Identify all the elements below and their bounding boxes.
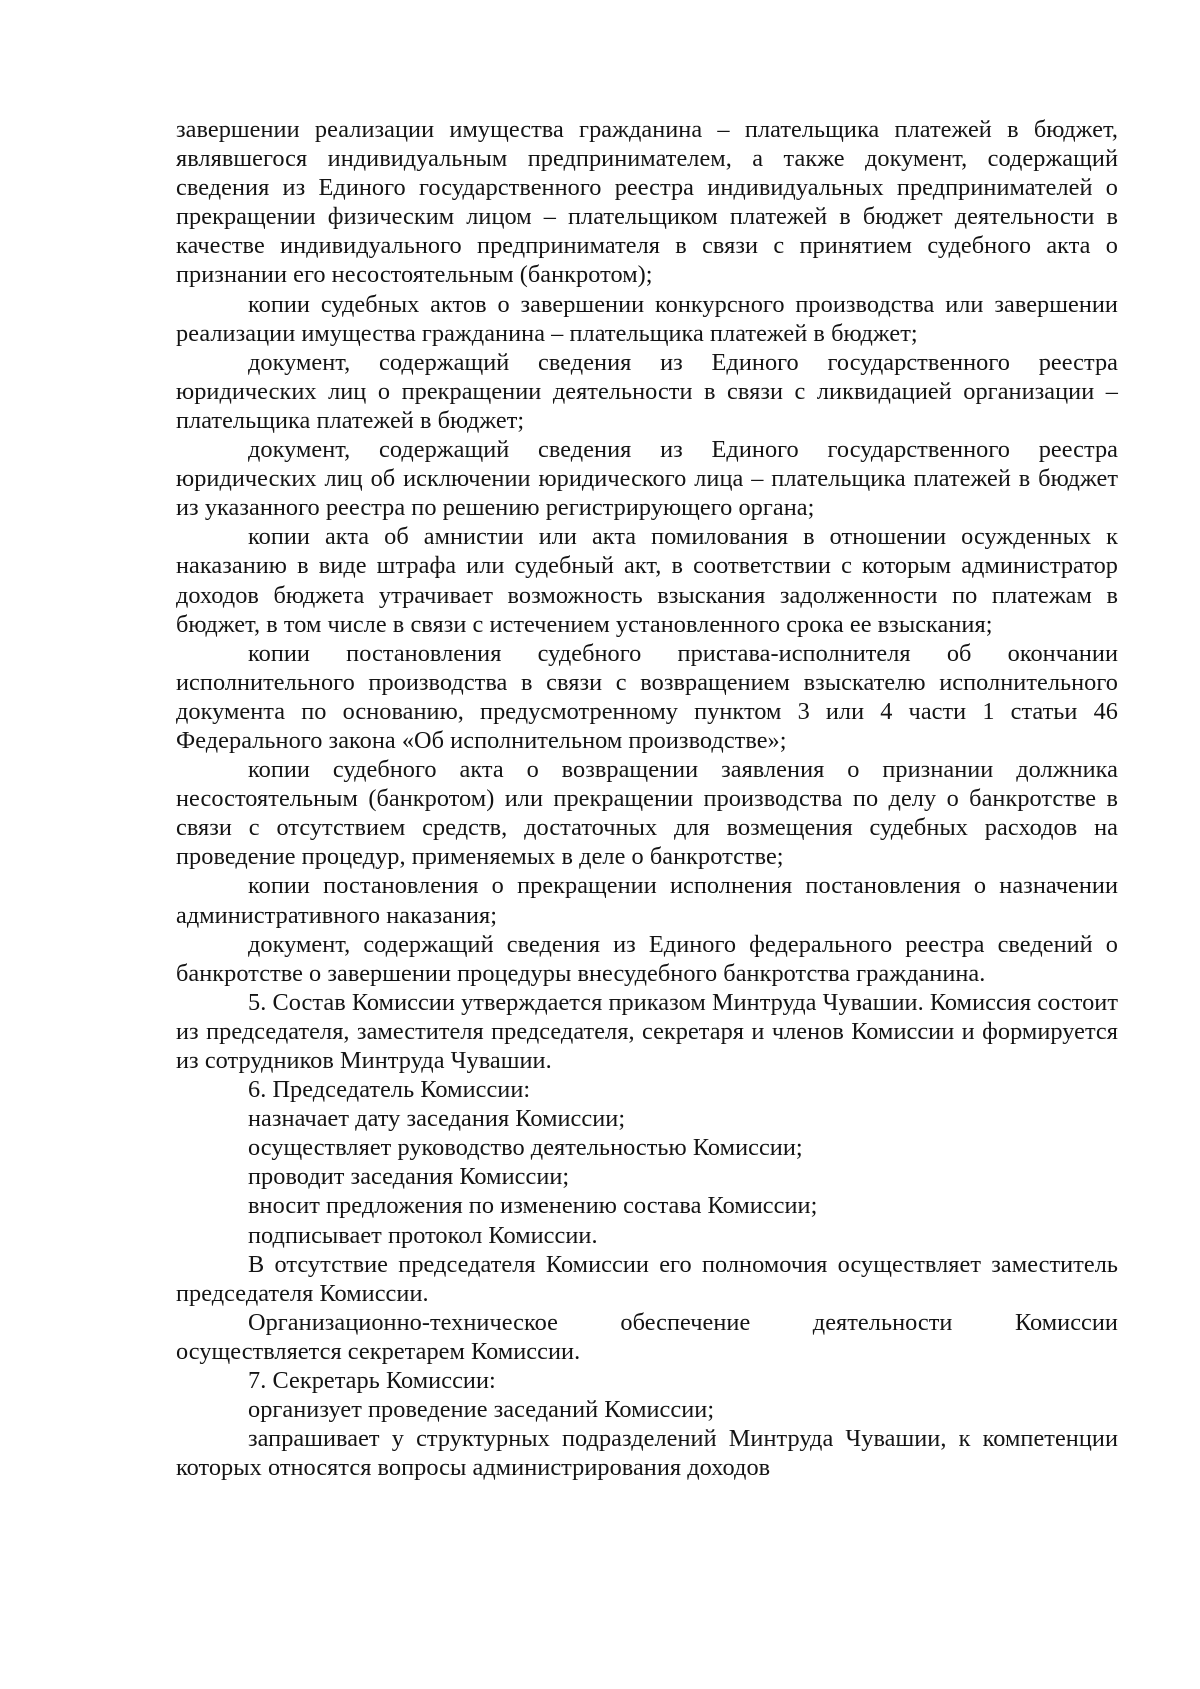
list-item-chair-duty: вносит предложения по изменению состава Комиссии; xyxy=(248,1192,818,1220)
list-item-secretary-duty: запрашивает у структурных подразделений Минтруда Чувашии, к компетенции которых относятся вопросы администрирования доходов xyxy=(176,1425,1118,1482)
list-item-chair-duty: назначает дату заседания Комиссии; xyxy=(248,1105,626,1133)
document-body xyxy=(176,115,1118,1482)
paragraph-bankruptcy-court-act: копии судебного акта о возвращении заявления о признании должника несостоятельным (банкротом) или прекращении производства по делу о банкротстве в связи с отсутствием средств, достаточных для возмещения судебных расходов на проведение процедур, применяемых в деле о банкротстве; xyxy=(176,756,1118,871)
paragraph-section-6-heading: 6. Председатель Комиссии: xyxy=(248,1076,531,1104)
paragraph-termination-resolution: копии постановления о прекращении исполнения постановления о назначении административного наказания; xyxy=(176,872,1118,929)
list-item-secretary-duty: организует проведение заседаний Комиссии; xyxy=(248,1396,715,1424)
paragraph-chair-absence: В отсутствие председателя Комиссии его полномочия осуществляет заместитель председателя Комиссии. xyxy=(176,1250,1118,1307)
paragraph-technical-support: Организационно-техническое обеспечение деятельности Комиссии осуществляется секретарем Комиссии. xyxy=(176,1308,1118,1365)
list-item-chair-duty: осуществляет руководство деятельностью Комиссии; xyxy=(248,1134,803,1162)
paragraph-amnesty-acts: копии акта об амнистии или акта помилования в отношении осужденных к наказанию в виде штрафа или судебный акт, в соответствии с которым администратор доходов бюджета утрачивает возможность взыскания задолженности по платежам в бюджет, в том числе в связи с истечением установленного срока ее взыскания; xyxy=(176,523,1118,638)
paragraph-court-acts: копии судебных актов о завершении конкурсного производства или завершении реализации имущества гражданина – плательщика платежей в бюджет; xyxy=(176,290,1118,347)
paragraph-section-5: 5. Состав Комиссии утверждается приказом Минтруда Чувашии. Комиссия состоит из председателя, заместителя председателя, секретаря и членов Комиссии и формируется из сотрудников Минтруда Чувашии. xyxy=(176,988,1118,1074)
list-item-chair-duty: проводит заседания Комиссии; xyxy=(248,1163,570,1191)
paragraph-bailiff-resolution: копии постановления судебного пристава-исполнителя об окончании исполнительного производства в связи с возвращением взыскателю исполнительного документа по основанию, предусмотренному пунктом 3 или 4 части 1 статьи 46 Федерального закона «Об исполнительном производстве»; xyxy=(176,639,1118,754)
paragraph-continuation: завершении реализации имущества гражданина – плательщика платежей в бюджет, являвшегося индивидуальным предпринимателем, а также документ, содержащий сведения из Единого государственного реестра индивидуальных предпринимателей о прекращении физическим лицом – плательщиком платежей в бюджет деятельности в качестве индивидуального предпринимателя в связи с принятием судебного акта о признании его несостоятельным (банкротом); xyxy=(176,116,1118,289)
list-item-chair-duty: подписывает протокол Комиссии. xyxy=(248,1221,598,1249)
paragraph-exclusion-document: документ, содержащий сведения из Единого государственного реестра юридических лиц об исключении юридического лица – плательщика платежей в бюджет из указанного реестра по решению регистрирующего органа; xyxy=(176,436,1118,522)
paragraph-liquidation-document: документ, содержащий сведения из Единого государственного реестра юридических лиц о прекращении деятельности в связи с ликвидацией организации – плательщика платежей в бюджет; xyxy=(176,348,1118,434)
paragraph-section-7-heading: 7. Секретарь Комиссии: xyxy=(248,1367,496,1395)
paragraph-bankruptcy-register: документ, содержащий сведения из Единого федерального реестра сведений о банкротстве о завершении процедуры внесудебного банкротства гражданина. xyxy=(176,930,1118,987)
